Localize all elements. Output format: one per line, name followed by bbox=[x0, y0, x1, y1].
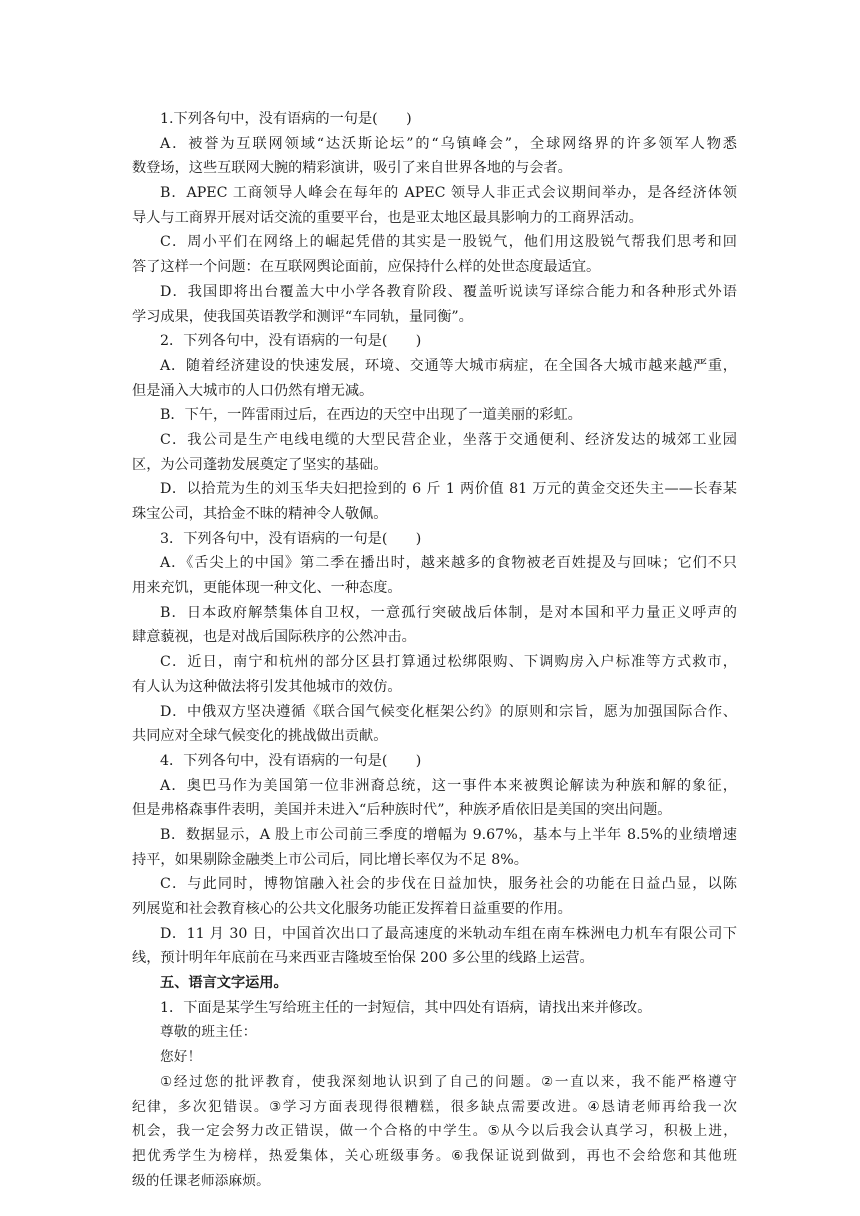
text-line: D．以拾荒为生的刘玉华夫妇把捡到的 6 斤 1 两价值 81 万元的黄金交还失主——长春某 bbox=[160, 481, 737, 498]
text-line: 珠宝公司，其拾金不昧的精神令人敬佩。 bbox=[132, 506, 388, 522]
text-line: 列展览和社会教育核心的公共文化服务功能正发挥着日益重要的作用。 bbox=[132, 901, 572, 917]
text-line: A．奥巴马作为美国第一位非洲裔总统，这一事件本来被舆论解读为种族和解的象征， bbox=[160, 777, 737, 794]
text-line: A．随着经济建设的快速发展，环境、交通等大城市病症，在全国各大城市越来越严重， bbox=[160, 357, 737, 374]
text-line: 2．下列各句中，没有语病的一句是( ) bbox=[160, 333, 422, 350]
text-line: C．周小平们在网络上的崛起凭借的其实是一股锐气，他们用这股锐气帮我们思考和回 bbox=[160, 234, 737, 251]
text-line: B．数据显示，A 股上市公司前三季度的增幅为 9.67%，基本与上半年 8.5%的业绩增速 bbox=[160, 826, 737, 843]
text-line: B．APEC 工商领导人峰会在每年的 APEC 领导人非正式会议期间举办，是各经济体领 bbox=[160, 185, 737, 202]
text-line: 有人认为这种做法将引发其他城市的效仿。 bbox=[132, 678, 402, 695]
text-line: A．被誉为互联网领域“达沃斯论坛”的“乌镇峰会”，全球网络界的许多领军人物悉 bbox=[160, 135, 737, 152]
text-line: B．日本政府解禁集体自卫权，一意孤行突破战后体制，是对本国和平力量正义呼声的 bbox=[160, 604, 737, 621]
text-line: D．中俄双方坚决遵循《联合国气候变化框架公约》的原则和宗旨，愿为加强国际合作、 bbox=[160, 703, 737, 720]
text-line: C．我公司是生产电线电缆的大型民营企业，坐落于交通便利、经济发达的城郊工业园 bbox=[160, 431, 737, 448]
text-line: 尊敬的班主任： bbox=[160, 1024, 257, 1041]
text-line: 您好！ bbox=[160, 1049, 202, 1066]
text-line: 1.下列各句中，没有语病的一句是( ) bbox=[160, 111, 412, 127]
text-line: 4．下列各句中，没有语病的一句是( ) bbox=[160, 752, 422, 769]
text-line: D．我国即将出台覆盖大中小学各教育阶段、覆盖听说读写译综合能力和各种形式外语 bbox=[160, 283, 737, 300]
document-page bbox=[132, 107, 737, 1193]
text-line: A．《舌尖上的中国》第二季在播出时，越来越多的食物被老百姓提及与回味；它们不只 bbox=[160, 555, 737, 572]
text-line: 但是弗格森事件表明，美国并未进入“后种族时代”，种族矛盾依旧是美国的突出问题。 bbox=[132, 802, 672, 819]
text-line: 五、语言文字运用。 bbox=[160, 975, 288, 992]
text-line: B．下午，一阵雷雨过后，在西边的天空中出现了一道美丽的彩虹。 bbox=[160, 407, 582, 424]
text-line: 但是涌入大城市的人口仍然有增无减。 bbox=[132, 382, 374, 399]
text-line: 用来充饥，更能体现一种文化、一种态度。 bbox=[132, 580, 402, 597]
text-line: 数登场，这些互联网大腕的精彩演讲，吸引了来自世界各地的与会者。 bbox=[132, 160, 572, 177]
text-line: 区，为公司蓬勃发展奠定了坚实的基础。 bbox=[132, 456, 388, 473]
text-line: C．与此同时，博物馆融入社会的步伐在日益加快，服务社会的功能在日益凸显，以陈 bbox=[160, 876, 737, 893]
text-line: 1．下面是某学生写给班主任的一封短信，其中四处有语病，请找出来并修改。 bbox=[160, 999, 652, 1016]
text-line: 机会，我一定会努力改正错误，做一个合格的中学生。⑤从今以后我会认真学习，积极上进， bbox=[132, 1123, 737, 1140]
text-line: 级的任课老师添麻烦。 bbox=[132, 1172, 270, 1189]
text-line: 持平，如果剔除金融类上市公司后，同比增长率仅为不足 8%。 bbox=[132, 851, 528, 868]
text-line: 纪律，多次犯错误。③学习方面表现得很糟糕，很多缺点需要改进。④恳请老师再给我一次 bbox=[132, 1098, 737, 1115]
text-line: 答了这样一个问题：在互联网舆论面前，应保持什么样的处世态度最适宜。 bbox=[132, 259, 601, 276]
text-line: 学习成果，使我国英语教学和测评“车同轨，量同衡”。 bbox=[132, 308, 473, 325]
text-line: D．11 月 30 日，中国首次出口了最高速度的米轨动车组在南车株洲电力机车有限公司下 bbox=[160, 925, 737, 942]
text-line: 共同应对全球气候变化的挑战做出贡献。 bbox=[132, 728, 388, 745]
text-line: 肆意藐视，也是对战后国际秩序的公然冲击。 bbox=[132, 629, 416, 646]
text-line: 线，预计明年年底前在马来西亚吉隆坡至怡保 200 多公里的线路上运营。 bbox=[132, 950, 594, 967]
text-line: ①经过您的批评教育，使我深刻地认识到了自己的问题。②一直以来，我不能严格遵守 bbox=[160, 1073, 737, 1090]
text-line: 3．下列各句中，没有语病的一句是( ) bbox=[160, 530, 422, 547]
text-line: 把优秀学生为榜样，热爱集体，关心班级事务。⑥我保证说到做到，再也不会给您和其他班 bbox=[132, 1147, 737, 1164]
text-line: 导人与工商界开展对话交流的重要平台，也是亚太地区最具影响力的工商界活动。 bbox=[132, 209, 643, 226]
text-line: C．近日，南宁和杭州的部分区县打算通过松绑限购、下调购房入户标准等方式救市， bbox=[160, 654, 737, 671]
